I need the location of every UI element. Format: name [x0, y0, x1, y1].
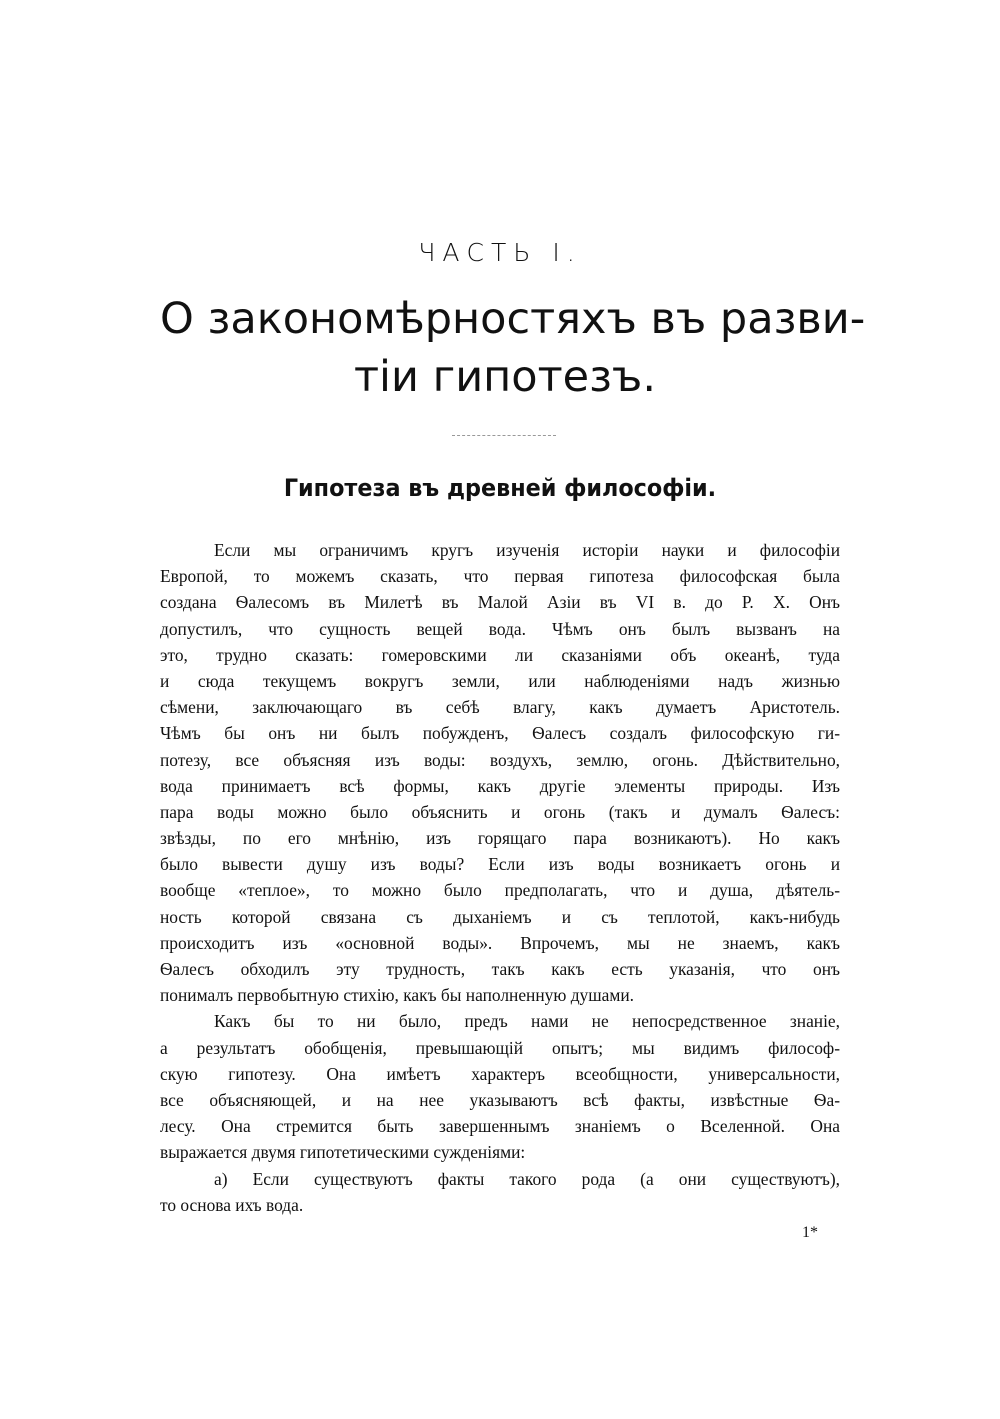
text-line: создана Ѳалесомъ въ Милетѣ въ Малой Азіи въ VI в. до Р. Х. Онъ — [160, 592, 840, 613]
text-line: звѣзды, по его мнѣнію, изъ горящаго пара возникаютъ). Но какъ — [160, 828, 840, 849]
text-line: Какъ бы то ни было, предъ нами не непосредственное знаніе, — [214, 1011, 840, 1032]
text-line: вода принимаетъ всѣ формы, какъ другіе элементы природы. Изъ — [160, 775, 840, 796]
text-line: лесу. Она стремится быть завершеннымъ знаніемъ о Вселенной. Она — [160, 1116, 840, 1137]
chapter-title — [160, 290, 866, 406]
text-line: пара воды можно было объяснить и огонь (такъ и думалъ Ѳалесъ: — [160, 801, 840, 822]
text-line: Чѣмъ бы онъ ни былъ побужденъ, Ѳалесъ создалъ философскую ги- — [160, 723, 840, 744]
text-line: и сюда текущемъ вокругъ земли, или наблюденіями надъ жизнью — [160, 670, 840, 691]
text-line: все объясняющей, и на нее указываютъ всѣ факты, извѣстные Ѳа- — [160, 1089, 840, 1110]
body-text — [160, 537, 840, 1218]
text-line: ность которой связана съ дыханіемъ и съ теплотой, какъ-нибудь — [160, 906, 840, 927]
text-line: было вывести душу изъ воды? Если изъ воды возникаетъ огонь и — [160, 854, 840, 875]
text-line: Если мы ограничимъ кругъ изученія исторіи науки и философіи — [214, 540, 840, 560]
text-line: а) Если существуютъ факты такого рода (а они существуютъ), — [214, 1168, 840, 1189]
text-line: выражается двумя гипотетическими сужденіями: — [160, 1142, 526, 1163]
text-line: это, трудно сказать: гомеровскими ли сказаніями объ океанѣ, туда — [160, 644, 840, 665]
text-line: вообще «теплое», то можно было предполагать, что и душа, дѣятель- — [160, 880, 840, 901]
text-line: понималъ первобытную стихію, какъ бы наполненную душами. — [160, 985, 635, 1006]
text-line: а результатъ обобщенія, превышающій опытъ; мы видимъ философ- — [160, 1037, 840, 1058]
text-line: Европой, то можемъ сказать, что первая гипотеза философская была — [160, 566, 840, 587]
ornamental-rule — [452, 435, 556, 436]
section-heading: Гипотеза въ древней философіи. — [283, 474, 717, 502]
text-line: скую гипотезу. Она имѣетъ характеръ всеобщности, универсальности, — [160, 1063, 840, 1084]
text-line: допустилъ, что сущность вещей вода. Чѣмъ онъ былъ вызванъ на — [160, 618, 840, 639]
chapter-title-line-1: О закономѣрностяхъ въ разви- — [160, 294, 866, 344]
text-line: то основа ихъ вода. — [160, 1194, 304, 1215]
text-line: сѣмени, заключающаго въ себѣ влагу, какъ думаетъ Аристотель. — [160, 697, 840, 718]
chapter-title-line-2: тіи гипотезъ. — [354, 352, 656, 402]
page-number: 1* — [802, 1224, 818, 1241]
text-line: происходитъ изъ «основной воды». Впрочемъ, мы не знаемъ, какъ — [160, 932, 840, 953]
text-line: Ѳалесъ обходилъ эту трудность, такъ какъ есть указанія, что онъ — [160, 959, 840, 979]
text-line: потезу, все объясняя изъ воды: воздухъ, землю, огонь. Дѣйствительно, — [160, 749, 840, 770]
part-label: ЧАСТЬ I. — [418, 238, 582, 267]
